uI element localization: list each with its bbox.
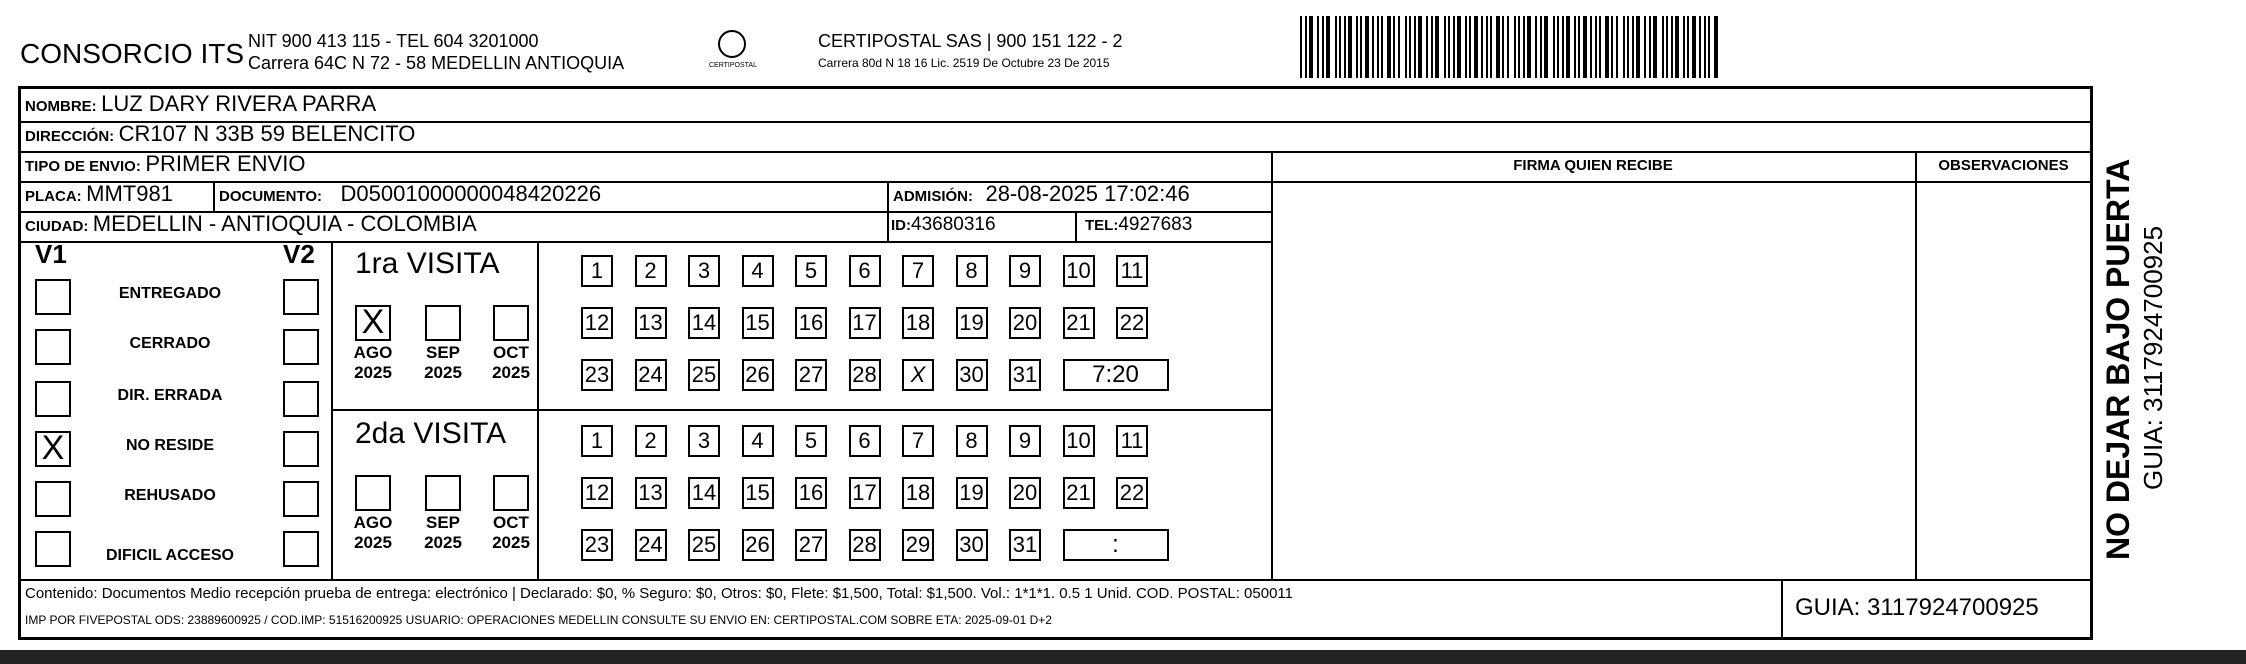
month-year: 2025 [354,533,392,552]
day-box-22[interactable]: 22 [1116,477,1148,509]
footer-print-info: IMP POR FIVEPOSTAL ODS: 23889600925 / COD.IMP: 51516200925 USUARIO: OPERACIONES MEDELLIN CONSULTE SU ENVIO EN: CERTIPOSTAL.COM SOBRE ETA: 2025-09-01 D+2 [25,613,1052,627]
v1-checkbox-1[interactable] [35,329,71,365]
v2-checkbox-5[interactable] [283,531,319,567]
day-box-11[interactable]: 11 [1116,255,1148,287]
company-name: CONSORCIO ITS [20,38,245,69]
v2-checkbox-4[interactable] [283,481,319,517]
month-checkbox-ago[interactable]: X [355,305,391,341]
direccion-value: CR107 N 33B 59 BELENCITO [118,121,416,146]
month-name: SEP [425,343,461,362]
ciudad-value: MEDELLIN - ANTIOQUIA - COLOMBIA [92,211,477,236]
v2-checkbox-1[interactable] [283,329,319,365]
status-label-1: CERRADO [129,335,211,352]
day-box-15[interactable]: 15 [742,477,774,509]
logo-emblem-icon [718,30,746,58]
day-box-4[interactable]: 4 [742,255,774,287]
certipostal-info [818,30,1123,74]
day-box-8[interactable]: 8 [956,255,988,287]
admision-value: 28-08-2025 17:02:46 [985,181,1190,206]
day-box-21[interactable]: 21 [1063,307,1095,339]
day-box-22[interactable]: 22 [1116,307,1148,339]
day-box-2[interactable]: 2 [635,425,667,457]
month-label-oct [483,343,539,383]
day-box-4[interactable]: 4 [742,425,774,457]
day-box-17[interactable]: 17 [849,477,881,509]
tipo-row [25,151,305,177]
visit2-title: 2da VISITA [355,417,507,450]
id-value: 43680316 [911,214,996,235]
observaciones-header: OBSERVACIONES [1938,157,2069,174]
month-year: 2025 [424,363,462,382]
visit1-title: 1ra VISITA [355,247,500,280]
day-box-16[interactable]: 16 [795,477,827,509]
day-box-29[interactable]: X [902,359,934,391]
placa-value: MMT981 [86,181,173,206]
day-box-27[interactable]: 27 [795,529,827,561]
v1-checkbox-0[interactable] [35,279,71,315]
day-box-24[interactable]: 24 [635,529,667,561]
month-year: 2025 [492,533,530,552]
v2-checkbox-0[interactable] [283,279,319,315]
month-label-oct [483,513,539,553]
day-box-23[interactable]: 23 [581,359,613,391]
nombre-label: NOMBRE: [25,98,97,115]
month-year: 2025 [424,533,462,552]
day-box-7[interactable]: 7 [902,425,934,457]
month-name: OCT [493,513,529,532]
v2-checkbox-2[interactable] [283,381,319,417]
day-box-16[interactable]: 16 [795,307,827,339]
day-box-19[interactable]: 19 [956,477,988,509]
day-box-13[interactable]: 13 [635,307,667,339]
day-box-20[interactable]: 20 [1009,307,1041,339]
admision-label: ADMISIÓN: [893,188,973,205]
footer-contents: Contenido: Documentos Medio recepción prueba de entrega: electrónico | Declarado: $0, % Seguro: $0, Otros: $0, Flete: $1,500, Total: $1,500. Vol.: 1*1*1. 0.5 1 Unid. COD. POSTAL: 050011 [25,585,1293,602]
status-label-5: DIFICIL ACCESO [105,547,234,564]
month-name: SEP [425,513,461,532]
month-label-ago [345,343,401,383]
v1-header: V1 [35,239,67,269]
day-box-3[interactable]: 3 [688,425,720,457]
v1-checkbox-2[interactable] [35,381,71,417]
day-box-15[interactable]: 15 [742,307,774,339]
certipostal-nit: CERTIPOSTAL SAS | 900 151 122 - 2 [818,31,1123,51]
day-box-2[interactable]: 2 [635,255,667,287]
day-box-1[interactable]: 1 [581,425,613,457]
month-checkbox-oct[interactable] [493,305,529,341]
month-year: 2025 [354,363,392,382]
direccion-row [25,121,415,147]
day-box-12[interactable]: 12 [581,477,613,509]
day-box-28[interactable]: 28 [849,529,881,561]
day-box-14[interactable]: 14 [688,307,720,339]
day-box-31[interactable]: 31 [1009,359,1041,391]
day-box-14[interactable]: 14 [688,477,720,509]
direccion-label: DIRECCIÓN: [25,128,115,145]
day-box-31[interactable]: 31 [1009,529,1041,561]
side-warning: NO DEJAR BAJO PUERTA [2100,158,2136,560]
guia-number: GUIA: 3117924700925 [1795,594,2039,621]
tel-cell [1085,214,1192,236]
v2-header: V2 [283,239,315,269]
tel-value: 4927683 [1118,214,1193,235]
id-cell [891,214,996,236]
day-box-13[interactable]: 13 [635,477,667,509]
status-label-2: DIR. ERRADA [117,387,223,404]
day-box-6[interactable]: 6 [849,255,881,287]
status-label-3: NO RESIDE [125,437,214,454]
v1-checkbox-4[interactable] [35,481,71,517]
id-label: ID: [891,217,911,234]
status-label-0: ENTREGADO [118,285,222,302]
day-box-21[interactable]: 21 [1063,477,1095,509]
day-box-5[interactable]: 5 [795,255,827,287]
day-box-30[interactable]: 30 [956,529,988,561]
month-checkbox-sep[interactable] [425,305,461,341]
day-box-27[interactable]: 27 [795,359,827,391]
day-box-3[interactable]: 3 [688,255,720,287]
tipo-label: TIPO DE ENVIO: [25,158,141,175]
day-box-9[interactable]: 9 [1009,425,1041,457]
logo-text: CERTIPOSTAL [709,62,757,69]
day-box-18[interactable]: 18 [902,307,934,339]
day-box-25[interactable]: 25 [688,529,720,561]
day-box-26[interactable]: 26 [742,529,774,561]
certipostal-logo [706,30,760,74]
day-box-25[interactable]: 25 [688,359,720,391]
v1-checkbox-5[interactable] [35,531,71,567]
day-box-11[interactable]: 11 [1116,425,1148,457]
bottom-strip [0,650,2246,664]
tel-label: TEL: [1085,217,1119,234]
time-box[interactable]: : [1063,529,1169,561]
day-box-30[interactable]: 30 [956,359,988,391]
month-year: 2025 [492,363,530,382]
month-checkbox-oct[interactable] [493,475,529,511]
month-name: AGO [353,513,393,532]
day-box-24[interactable]: 24 [635,359,667,391]
day-box-17[interactable]: 17 [849,307,881,339]
day-box-10[interactable]: 10 [1063,425,1095,457]
day-box-7[interactable]: 7 [902,255,934,287]
month-label-sep [415,513,471,553]
side-guia: GUIA: 3117924700925 [2138,225,2168,490]
placa-label: PLACA: [25,188,82,205]
documento-cell [219,181,601,207]
day-box-23[interactable]: 23 [581,529,613,561]
time-box[interactable]: 7:20 [1063,359,1169,391]
status-label-4: REHUSADO [124,487,216,504]
month-label-sep [415,343,471,383]
firma-header: FIRMA QUIEN RECIBE [1513,157,1673,174]
month-name: AGO [353,343,393,362]
day-box-10[interactable]: 10 [1063,255,1095,287]
day-box-12[interactable]: 12 [581,307,613,339]
day-box-26[interactable]: 26 [742,359,774,391]
day-box-1[interactable]: 1 [581,255,613,287]
nombre-row [25,91,376,117]
ciudad-label: CIUDAD: [25,218,89,235]
nit-line: NIT 900 413 115 - TEL 604 3201000 [248,31,539,51]
day-box-28[interactable]: 28 [849,359,881,391]
day-box-5[interactable]: 5 [795,425,827,457]
company-info [248,30,624,74]
nombre-value: LUZ DARY RIVERA PARRA [101,91,377,116]
day-box-20[interactable]: 20 [1009,477,1041,509]
documento-value: D05001000000048420226 [340,181,602,206]
day-box-29[interactable]: 29 [902,529,934,561]
v2-checkbox-3[interactable] [283,431,319,467]
day-box-8[interactable]: 8 [956,425,988,457]
day-box-19[interactable]: 19 [956,307,988,339]
month-label-ago [345,513,401,553]
month-checkbox-ago[interactable] [355,475,391,511]
day-box-6[interactable]: 6 [849,425,881,457]
day-box-9[interactable]: 9 [1009,255,1041,287]
delivery-form [18,86,2093,640]
placa-cell [25,181,173,207]
certipostal-address: Carrera 80d N 18 16 Lic. 2519 De Octubre 23 De 2015 [818,56,1110,70]
day-box-18[interactable]: 18 [902,477,934,509]
documento-label: DOCUMENTO: [219,188,323,205]
month-name: OCT [493,343,529,362]
admision-cell [893,181,1190,207]
tipo-value: PRIMER ENVIO [145,151,306,176]
month-checkbox-sep[interactable] [425,475,461,511]
address-line: Carrera 64C N 72 - 58 MEDELLIN ANTIOQUIA [248,53,625,73]
ciudad-cell [25,211,477,237]
barcode [1300,16,1720,78]
v1-checkbox-3[interactable]: X [35,431,71,467]
